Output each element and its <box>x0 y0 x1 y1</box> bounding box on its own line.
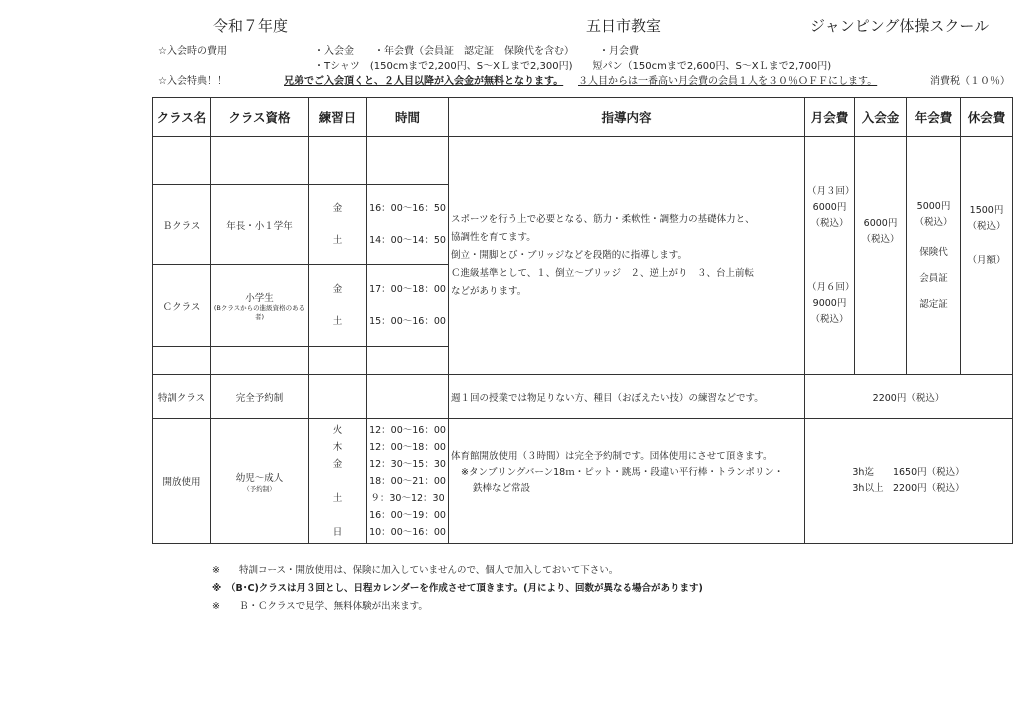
col-header: 時間 <box>367 98 449 137</box>
day: 金 <box>332 458 343 470</box>
class-name: Ｂクラス <box>153 185 211 265</box>
day: 土 <box>332 234 343 246</box>
time: 10：00～16：00 <box>369 526 446 538</box>
bc-content-line: スポーツを行う上で必要となる、筋力・柔軟性・調整力の基礎体力と、 <box>451 213 755 225</box>
fees-intro-shirts: ・Tシャツ (150cmまで2,200円、S～XＬまで2,300円) 短パン（150cmまで2,600円、S～XＬまで2,700円) <box>314 61 832 72</box>
day: 日 <box>332 526 343 538</box>
annual-fee-text: 保険代 <box>919 246 948 258</box>
open-content-line: 体育館開放使用（３時間）は完全予約制です。団体使用にさせて頂きます。 <box>451 451 773 462</box>
table-row <box>153 137 1013 185</box>
col-header: 指導内容 <box>449 98 805 137</box>
benefit-third: ３人目からは一番高い月会費の会員１人を３０％ＯＦＦにします。 <box>578 76 878 87</box>
col-header: 年会費 <box>907 98 961 137</box>
monthly-fee-text: 6000円 <box>812 201 847 213</box>
col-header: 月会費 <box>805 98 855 137</box>
monthly-fee-text: （税込） <box>810 313 849 325</box>
day: 金 <box>332 202 343 214</box>
table-row-special <box>153 375 1013 419</box>
class-fee-table <box>152 97 1013 544</box>
time: 14：00～14：50 <box>369 234 446 246</box>
suspend-fee-text: （税込） <box>967 220 1006 232</box>
practice-days <box>309 185 367 265</box>
suspend-fee-text: （月額） <box>967 254 1006 266</box>
day: 土 <box>332 315 343 327</box>
benefit-label: ☆入会特典！！ <box>158 76 227 87</box>
open-content <box>449 419 805 544</box>
class-name: 開放使用 <box>153 419 211 544</box>
col-header: 休会費 <box>961 98 1013 137</box>
school-name: ジャンピング体操スクール <box>810 17 990 35</box>
day: 火 <box>332 424 343 436</box>
col-header: 入会金 <box>855 98 907 137</box>
time: 17：00～18：00 <box>369 283 446 295</box>
note-trial: ※ Ｂ・Ｃクラスで見学、無料体験が出来ます。 <box>212 601 428 612</box>
table-row-open-use <box>153 419 1013 544</box>
monthly-fee-cell <box>805 137 855 375</box>
venue-title: 五日市教室 <box>586 17 662 35</box>
bc-content-line: 協調性を育てます。 <box>451 231 536 243</box>
practice-times <box>367 185 449 265</box>
special-fee: 2200円（税込） <box>805 375 1013 419</box>
benefit-sibling: 兄弟でご入会頂くと、２人目以降が入会金が無料となります。 <box>284 76 564 87</box>
annual-fee-cell <box>907 137 961 375</box>
annual-fee-text: 5000円 <box>916 200 951 212</box>
tax-note: 消費税（１０％） <box>930 76 1010 87</box>
note-schedule: ※ （B･C)クラスは月３回とし、日程カレンダーを作成させて頂きます。(月により、回数が異なる場合があります) <box>212 583 703 594</box>
suspend-fee-text: 1500円 <box>969 204 1004 216</box>
admission-fee-cell <box>855 137 907 375</box>
open-content-line: ※タンブリングバーン18ｍ・ピット・跳馬・段違い平行棒・トランポリン・ <box>461 467 784 478</box>
table-header-row <box>153 98 1013 137</box>
open-fee-line: 3h迄 1650円（税込） <box>852 467 965 478</box>
special-content: 週１回の授業では物足りない方、種目（おぼえたい技）の練習などです。 <box>449 375 805 419</box>
time: 16：00～19：00 <box>369 509 446 521</box>
time: ９：30～12：30 <box>370 492 445 504</box>
monthly-fee-text: （月３回） <box>807 185 855 197</box>
annual-fee-text: （税込） <box>914 216 953 228</box>
time: 18：00～21：00 <box>369 475 446 487</box>
time: 15：00～16：00 <box>369 315 446 327</box>
monthly-fee-text: 9000円 <box>812 297 847 309</box>
suspend-fee-cell <box>961 137 1013 375</box>
practice-times <box>367 419 449 544</box>
class-name: 特訓クラス <box>153 375 211 419</box>
practice-days <box>309 265 367 347</box>
class-qual-cell <box>211 419 309 544</box>
class-qual-note: (Bクラスからの進級資格のある者) <box>213 303 306 321</box>
time: 16：00～16：50 <box>369 202 446 214</box>
class-qual: 年長・小１学年 <box>211 185 309 265</box>
class-qual: 小学生 <box>245 292 274 304</box>
practice-times <box>367 265 449 347</box>
class-qual-note: （予約制） <box>243 484 276 493</box>
open-fee <box>805 419 1013 544</box>
monthly-fee-text: （税込） <box>810 217 849 229</box>
col-header: クラス資格 <box>211 98 309 137</box>
admission-fee-text: 6000円 <box>863 217 898 229</box>
open-content-line: 鉄棒など常設 <box>473 483 531 494</box>
day: 金 <box>332 283 343 295</box>
monthly-fee-text: （月６回） <box>807 281 855 293</box>
class-qual: 完全予約制 <box>211 375 309 419</box>
bc-content-line: Ｃ進級基準として、１、倒立～ブリッジ ２、逆上がり ３、台上前転 <box>451 267 755 279</box>
note-insurance: ※ 特訓コース・開放使用は、保険に加入していませんので、個人で加入しておいて下さい。 <box>212 565 619 576</box>
fees-intro-items: ・入会金 ・年会費（会員証 認定証 保険代を含む） ・月会費 <box>314 46 639 57</box>
bc-content-line: などがあります。 <box>451 285 527 297</box>
day: 土 <box>332 492 343 504</box>
class-qual-cell <box>211 265 309 347</box>
col-header: 練習日 <box>309 98 367 137</box>
class-qual: 幼児～成人 <box>235 472 284 484</box>
annual-fee-text: 会員証 <box>919 272 948 284</box>
open-fee-line: 3h以上 2200円（税込） <box>852 483 965 494</box>
bc-content-line: 倒立・開脚とび・ブリッジなどを段階的に指導します。 <box>451 249 687 261</box>
time: 12：30～15：30 <box>369 458 446 470</box>
time: 12：00～16：00 <box>369 424 446 436</box>
col-header: クラス名 <box>153 98 211 137</box>
time: 12：00～18：00 <box>369 441 446 453</box>
year-label: 令和７年度 <box>213 17 289 35</box>
admission-fee-text: （税込） <box>861 233 900 245</box>
annual-fee-text: 認定証 <box>919 298 948 310</box>
bc-content-cell <box>449 137 805 375</box>
practice-days <box>309 419 367 544</box>
fees-intro-label: ☆入会時の費用 <box>158 46 227 57</box>
class-name: Ｃクラス <box>153 265 211 347</box>
day: 木 <box>332 441 343 453</box>
